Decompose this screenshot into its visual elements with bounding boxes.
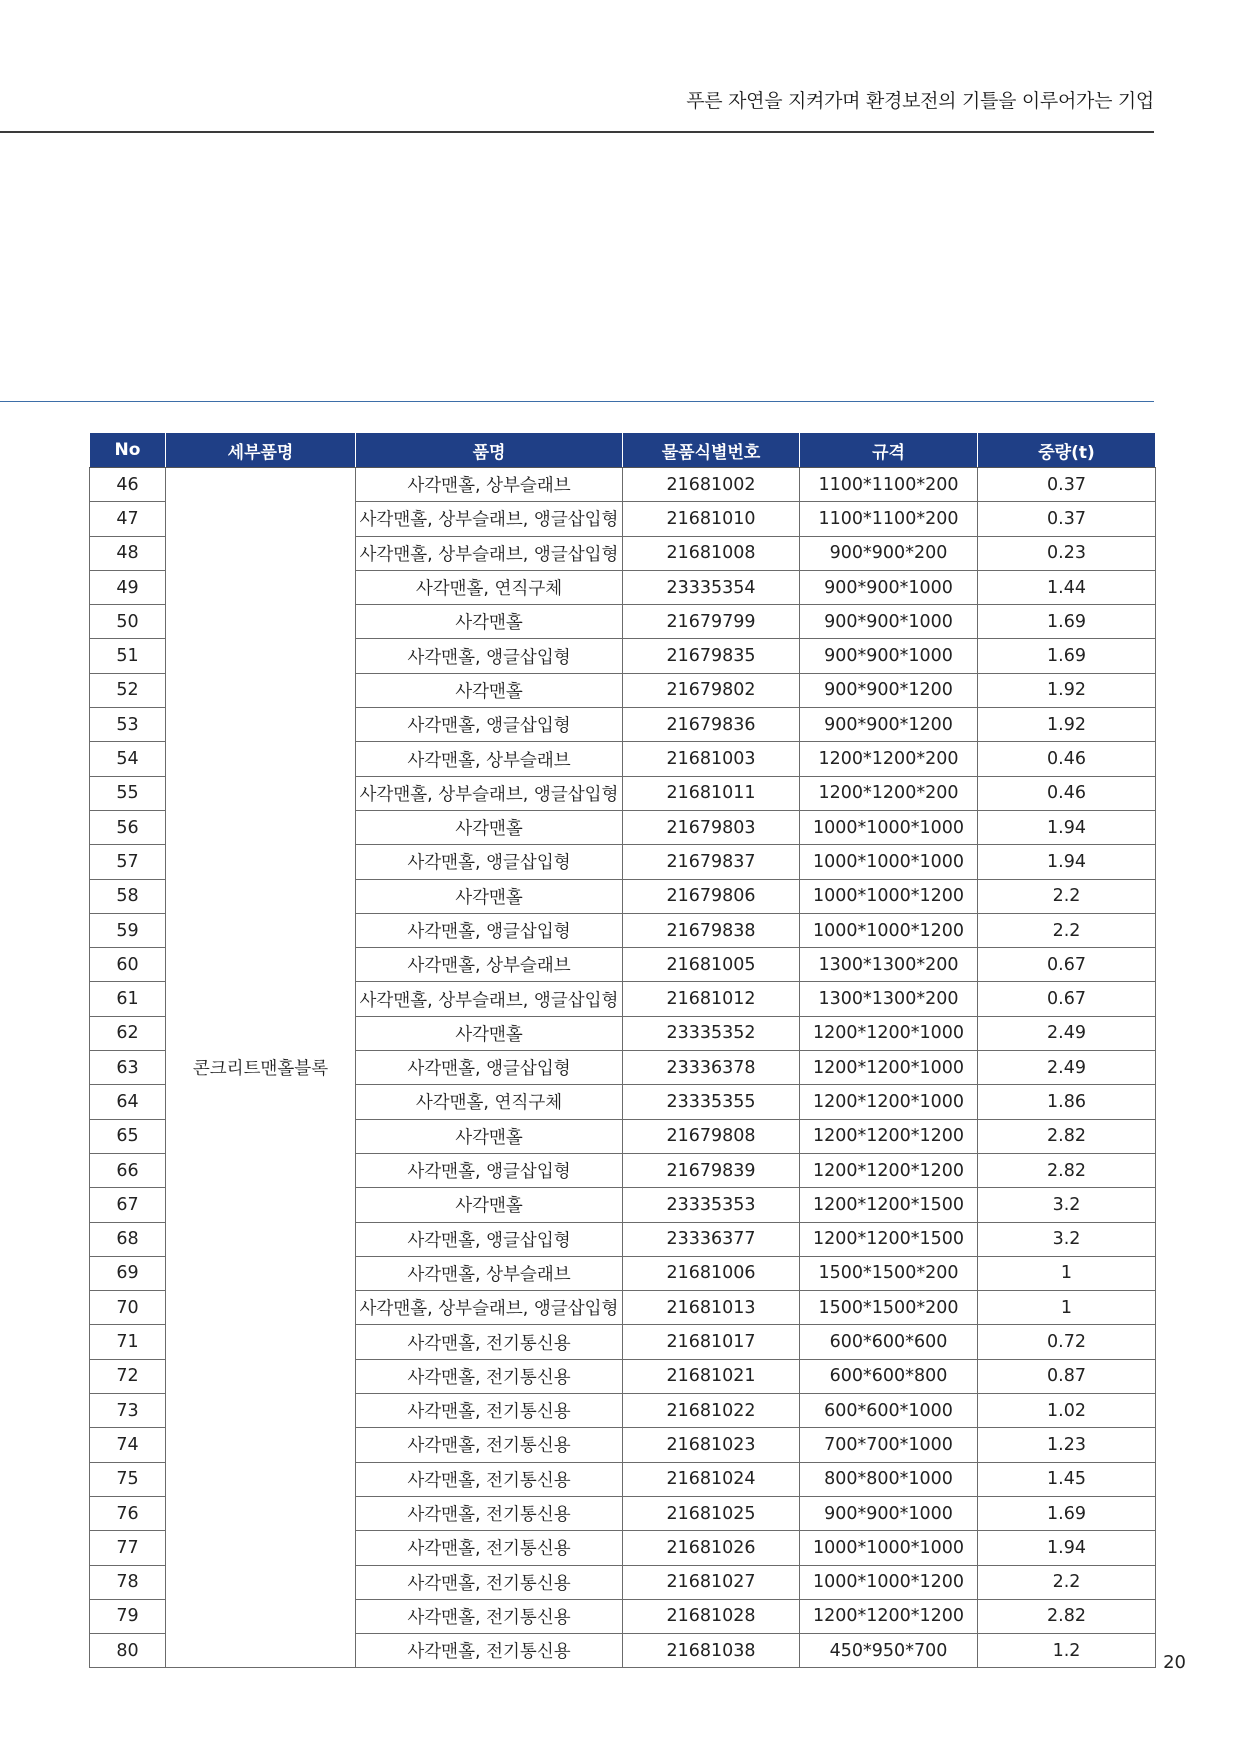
item-id-cell: 21681025	[623, 1496, 800, 1530]
weight-cell: 1.44	[978, 570, 1156, 604]
weight-cell: 2.82	[978, 1119, 1156, 1153]
spec-cell: 900*900*1200	[800, 673, 978, 707]
spec-cell: 1200*1200*1200	[800, 1119, 978, 1153]
item-id-cell: 21681017	[623, 1325, 800, 1359]
product-name-cell: 사각맨홀, 앵글삽입형	[356, 1051, 623, 1085]
spec-cell: 1000*1000*1000	[800, 810, 978, 844]
product-name-cell: 사각맨홀	[356, 810, 623, 844]
item-id-cell: 21681002	[623, 468, 800, 502]
weight-cell: 1.94	[978, 1531, 1156, 1565]
spec-cell: 1200*1200*200	[800, 776, 978, 810]
item-id-cell: 21681027	[623, 1565, 800, 1599]
product-name-cell: 사각맨홀, 상부슬래브, 앵글삽입형	[356, 1291, 623, 1325]
item-id-cell: 21679835	[623, 639, 800, 673]
weight-cell: 1.92	[978, 708, 1156, 742]
spec-cell: 900*900*1000	[800, 639, 978, 673]
row-no-cell: 70	[90, 1291, 166, 1325]
spec-cell: 1000*1000*1200	[800, 879, 978, 913]
weight-cell: 1.2	[978, 1634, 1156, 1668]
header-divider	[0, 131, 1154, 133]
weight-cell: 1.23	[978, 1428, 1156, 1462]
spec-cell: 450*950*700	[800, 1634, 978, 1668]
item-id-cell: 21679803	[623, 810, 800, 844]
weight-cell: 2.82	[978, 1153, 1156, 1187]
spec-cell: 1200*1200*1000	[800, 1016, 978, 1050]
product-name-cell: 사각맨홀	[356, 1119, 623, 1153]
row-no-cell: 79	[90, 1599, 166, 1633]
product-name-cell: 사각맨홀, 전기통신용	[356, 1531, 623, 1565]
product-name-cell: 사각맨홀	[356, 1188, 623, 1222]
row-no-cell: 51	[90, 639, 166, 673]
weight-cell: 1.94	[978, 810, 1156, 844]
spec-cell: 900*900*1200	[800, 708, 978, 742]
product-name-cell: 사각맨홀, 상부슬래브, 앵글삽입형	[356, 502, 623, 536]
weight-cell: 2.2	[978, 913, 1156, 947]
weight-cell: 1.02	[978, 1394, 1156, 1428]
row-no-cell: 53	[90, 708, 166, 742]
spec-cell: 1300*1300*200	[800, 982, 978, 1016]
spec-cell: 1500*1500*200	[800, 1256, 978, 1290]
weight-cell: 1.45	[978, 1462, 1156, 1496]
item-id-cell: 21679839	[623, 1153, 800, 1187]
spec-cell: 700*700*1000	[800, 1428, 978, 1462]
row-no-cell: 61	[90, 982, 166, 1016]
row-no-cell: 78	[90, 1565, 166, 1599]
spec-cell: 900*900*1000	[800, 1496, 978, 1530]
product-name-cell: 사각맨홀, 연직구체	[356, 570, 623, 604]
item-id-cell: 21679799	[623, 605, 800, 639]
page-number: 20	[1163, 1652, 1186, 1673]
item-id-cell: 21681012	[623, 982, 800, 1016]
product-name-cell: 사각맨홀, 앵글삽입형	[356, 845, 623, 879]
column-header-detail-name: 세부품명	[166, 433, 356, 468]
weight-cell: 1.69	[978, 1496, 1156, 1530]
spec-cell: 600*600*1000	[800, 1394, 978, 1428]
row-no-cell: 68	[90, 1222, 166, 1256]
row-no-cell: 66	[90, 1153, 166, 1187]
item-id-cell: 23335355	[623, 1085, 800, 1119]
row-no-cell: 56	[90, 810, 166, 844]
weight-cell: 1.86	[978, 1085, 1156, 1119]
item-id-cell: 21679836	[623, 708, 800, 742]
spec-cell: 1200*1200*1000	[800, 1085, 978, 1119]
product-name-cell: 사각맨홀, 앵글삽입형	[356, 913, 623, 947]
product-name-cell: 사각맨홀	[356, 879, 623, 913]
row-no-cell: 54	[90, 742, 166, 776]
product-name-cell: 사각맨홀, 전기통신용	[356, 1634, 623, 1668]
item-id-cell: 23335353	[623, 1188, 800, 1222]
row-no-cell: 72	[90, 1359, 166, 1393]
table-row	[90, 468, 1156, 502]
spec-cell: 1200*1200*1500	[800, 1222, 978, 1256]
spec-cell: 800*800*1000	[800, 1462, 978, 1496]
product-name-cell: 사각맨홀	[356, 673, 623, 707]
product-name-cell: 사각맨홀, 상부슬래브, 앵글삽입형	[356, 776, 623, 810]
row-no-cell: 60	[90, 948, 166, 982]
item-id-cell: 21681005	[623, 948, 800, 982]
weight-cell: 1.69	[978, 639, 1156, 673]
weight-cell: 0.72	[978, 1325, 1156, 1359]
product-name-cell: 사각맨홀, 앵글삽입형	[356, 708, 623, 742]
spec-cell: 1200*1200*1000	[800, 1051, 978, 1085]
product-name-cell: 사각맨홀, 상부슬래브	[356, 742, 623, 776]
weight-cell: 1.69	[978, 605, 1156, 639]
product-name-cell: 사각맨홀, 전기통신용	[356, 1565, 623, 1599]
weight-cell: 0.37	[978, 502, 1156, 536]
item-id-cell: 23336377	[623, 1222, 800, 1256]
product-table	[89, 432, 1156, 1668]
item-id-cell: 21681026	[623, 1531, 800, 1565]
item-id-cell: 23335352	[623, 1016, 800, 1050]
spec-cell: 900*900*1000	[800, 570, 978, 604]
spec-cell: 1300*1300*200	[800, 948, 978, 982]
spec-cell: 900*900*200	[800, 536, 978, 570]
row-no-cell: 67	[90, 1188, 166, 1222]
item-id-cell: 21679837	[623, 845, 800, 879]
weight-cell: 3.2	[978, 1188, 1156, 1222]
product-name-cell: 사각맨홀, 전기통신용	[356, 1325, 623, 1359]
spec-cell: 1200*1200*200	[800, 742, 978, 776]
row-no-cell: 59	[90, 913, 166, 947]
page-tagline: 푸른 자연을 지켜가며 환경보전의 기틀을 이루어가는 기업	[686, 90, 1154, 112]
weight-cell: 2.82	[978, 1599, 1156, 1633]
weight-cell: 1.92	[978, 673, 1156, 707]
item-id-cell: 23336378	[623, 1051, 800, 1085]
spec-cell: 1000*1000*1000	[800, 1531, 978, 1565]
item-id-cell: 21681006	[623, 1256, 800, 1290]
row-no-cell: 71	[90, 1325, 166, 1359]
weight-cell: 2.49	[978, 1016, 1156, 1050]
weight-cell: 1.94	[978, 845, 1156, 879]
item-id-cell: 21681024	[623, 1462, 800, 1496]
product-name-cell: 사각맨홀, 상부슬래브	[356, 948, 623, 982]
product-name-cell: 사각맨홀, 전기통신용	[356, 1428, 623, 1462]
row-no-cell: 47	[90, 502, 166, 536]
item-id-cell: 21679802	[623, 673, 800, 707]
weight-cell: 2.2	[978, 1565, 1156, 1599]
row-no-cell: 57	[90, 845, 166, 879]
row-no-cell: 46	[90, 468, 166, 502]
product-name-cell: 사각맨홀, 전기통신용	[356, 1394, 623, 1428]
spec-cell: 600*600*800	[800, 1359, 978, 1393]
product-name-cell: 사각맨홀, 앵글삽입형	[356, 639, 623, 673]
item-id-cell: 21681008	[623, 536, 800, 570]
product-name-cell: 사각맨홀, 전기통신용	[356, 1462, 623, 1496]
item-id-cell: 23335354	[623, 570, 800, 604]
item-id-cell: 21681028	[623, 1599, 800, 1633]
product-name-cell: 사각맨홀, 상부슬래브	[356, 1256, 623, 1290]
item-id-cell: 21681022	[623, 1394, 800, 1428]
item-id-cell: 21679808	[623, 1119, 800, 1153]
column-header-product-name: 품명	[356, 433, 623, 468]
row-no-cell: 50	[90, 605, 166, 639]
row-no-cell: 64	[90, 1085, 166, 1119]
item-id-cell: 21679806	[623, 879, 800, 913]
product-name-cell: 사각맨홀, 전기통신용	[356, 1359, 623, 1393]
weight-cell: 0.87	[978, 1359, 1156, 1393]
row-no-cell: 62	[90, 1016, 166, 1050]
weight-cell: 1	[978, 1291, 1156, 1325]
item-id-cell: 21681013	[623, 1291, 800, 1325]
row-no-cell: 48	[90, 536, 166, 570]
item-id-cell: 21681023	[623, 1428, 800, 1462]
row-no-cell: 80	[90, 1634, 166, 1668]
row-no-cell: 65	[90, 1119, 166, 1153]
spec-cell: 1200*1200*1200	[800, 1153, 978, 1187]
product-name-cell: 사각맨홀, 전기통신용	[356, 1599, 623, 1633]
weight-cell: 0.46	[978, 776, 1156, 810]
product-name-cell: 사각맨홀, 상부슬래브	[356, 468, 623, 502]
row-no-cell: 77	[90, 1531, 166, 1565]
spec-cell: 1100*1100*200	[800, 468, 978, 502]
item-id-cell: 21681038	[623, 1634, 800, 1668]
weight-cell: 0.46	[978, 742, 1156, 776]
weight-cell: 3.2	[978, 1222, 1156, 1256]
weight-cell: 0.67	[978, 948, 1156, 982]
item-id-cell: 21681011	[623, 776, 800, 810]
spec-cell: 1000*1000*1200	[800, 913, 978, 947]
product-name-cell: 사각맨홀	[356, 605, 623, 639]
weight-cell: 0.23	[978, 536, 1156, 570]
item-id-cell: 21679838	[623, 913, 800, 947]
row-no-cell: 63	[90, 1051, 166, 1085]
spec-cell: 1200*1200*1500	[800, 1188, 978, 1222]
product-name-cell: 사각맨홀, 상부슬래브, 앵글삽입형	[356, 536, 623, 570]
product-name-cell: 사각맨홀, 상부슬래브, 앵글삽입형	[356, 982, 623, 1016]
weight-cell: 2.2	[978, 879, 1156, 913]
spec-cell: 1000*1000*1200	[800, 1565, 978, 1599]
spec-cell: 900*900*1000	[800, 605, 978, 639]
column-header-weight: 중량(t)	[978, 433, 1156, 468]
product-table-container	[89, 432, 1155, 1668]
spec-cell: 1000*1000*1000	[800, 845, 978, 879]
item-id-cell: 21681010	[623, 502, 800, 536]
row-no-cell: 49	[90, 570, 166, 604]
row-no-cell: 74	[90, 1428, 166, 1462]
product-name-cell: 사각맨홀, 앵글삽입형	[356, 1153, 623, 1187]
product-name-cell: 사각맨홀	[356, 1016, 623, 1050]
table-body	[90, 468, 1156, 1668]
spec-cell: 1500*1500*200	[800, 1291, 978, 1325]
row-no-cell: 52	[90, 673, 166, 707]
row-no-cell: 75	[90, 1462, 166, 1496]
category-cell: 콘크리트맨홀블록	[166, 468, 356, 1668]
spec-cell: 1100*1100*200	[800, 502, 978, 536]
column-header-item-id: 물품식별번호	[623, 433, 800, 468]
table-header-row	[90, 433, 1156, 468]
weight-cell: 0.37	[978, 468, 1156, 502]
weight-cell: 0.67	[978, 982, 1156, 1016]
row-no-cell: 58	[90, 879, 166, 913]
row-no-cell: 76	[90, 1496, 166, 1530]
product-name-cell: 사각맨홀, 연직구체	[356, 1085, 623, 1119]
weight-cell: 1	[978, 1256, 1156, 1290]
product-name-cell: 사각맨홀, 앵글삽입형	[356, 1222, 623, 1256]
spec-cell: 600*600*600	[800, 1325, 978, 1359]
column-header-spec: 규격	[800, 433, 978, 468]
item-id-cell: 21681021	[623, 1359, 800, 1393]
row-no-cell: 55	[90, 776, 166, 810]
product-name-cell: 사각맨홀, 전기통신용	[356, 1496, 623, 1530]
item-id-cell: 21681003	[623, 742, 800, 776]
spec-cell: 1200*1200*1200	[800, 1599, 978, 1633]
column-header-no: No	[90, 433, 166, 468]
weight-cell: 2.49	[978, 1051, 1156, 1085]
section-divider	[0, 401, 1154, 402]
row-no-cell: 69	[90, 1256, 166, 1290]
row-no-cell: 73	[90, 1394, 166, 1428]
